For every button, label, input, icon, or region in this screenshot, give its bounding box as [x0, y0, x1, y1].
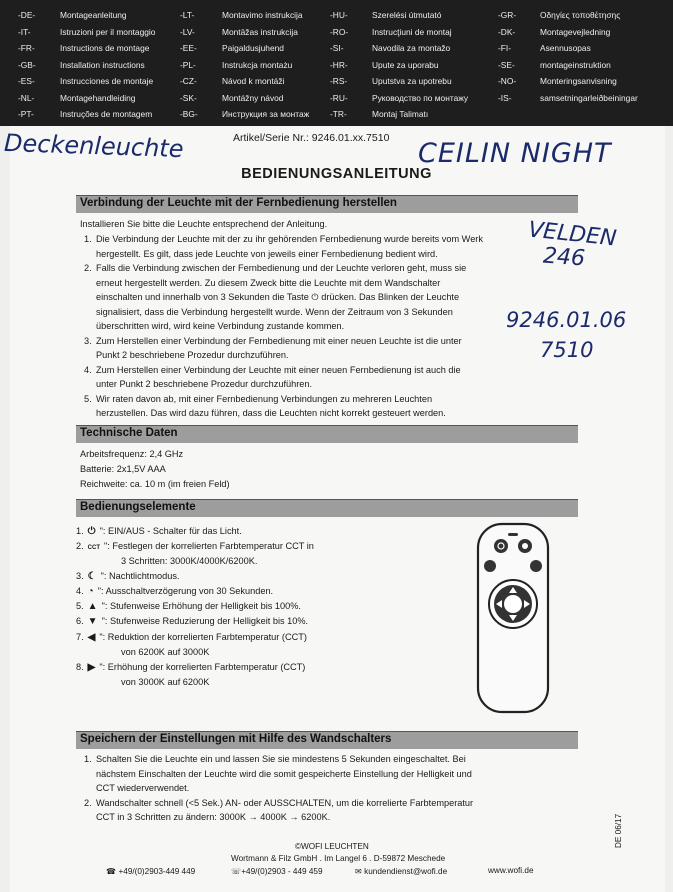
language-entry	[498, 27, 610, 37]
section-heading-controls: Bedienungselemente	[76, 499, 578, 517]
control-description: Nachtlichtmodus.	[109, 571, 180, 581]
language-entry	[180, 27, 298, 37]
control-description: Ausschaltverzögerung von 30 Sekunden.	[105, 586, 274, 596]
control-number: 3.	[76, 571, 84, 581]
control-description: EIN/AUS - Schalter für das Licht.	[107, 526, 242, 536]
language-entry	[18, 43, 149, 53]
language-label: Szerelési útmutató	[372, 10, 442, 20]
language-code: -RO-	[330, 26, 349, 37]
language-label: samsetningarleiðbeiningar	[540, 92, 638, 103]
language-code: -RU-	[330, 92, 348, 103]
language-code: -TR-	[330, 109, 347, 119]
connection-step-text: Zum Herstellen einer Verbindung der Fernbedienung mit einer neuen Leuchte ist die unter	[96, 335, 462, 346]
language-code: -GR-	[498, 10, 517, 20]
language-code: -GB-	[18, 59, 36, 70]
language-code: -HR-	[330, 59, 348, 70]
language-label: Upute za uporabu	[372, 59, 439, 70]
language-entry	[18, 27, 155, 37]
timer-icon: ◔	[87, 586, 94, 597]
article-number: Artikel/Serie Nr.: 9246.01.xx.7510	[233, 132, 390, 144]
language-code: -EE-	[180, 43, 197, 53]
spec-range: Reichweite: ca. 10 m (im freien Feld)	[80, 479, 230, 489]
footer-company: ©WOFI LEUCHTEN	[295, 842, 369, 851]
language-code: -NO-	[498, 76, 517, 86]
connection-step-text: Zum Herstellen einer Verbindung der Leuchte mit einer neuen Fernbedienung ist auch die	[96, 364, 461, 375]
control-number: 8.	[76, 662, 84, 672]
arrow-up-icon: ▲	[87, 601, 98, 612]
language-code: -LV-	[180, 26, 195, 37]
language-label: Montážny návod	[222, 92, 284, 103]
language-entry	[330, 93, 468, 103]
control-item: 3. ☾ ": Nachtlichtmodus.	[76, 569, 179, 585]
language-code: -DK-	[498, 26, 516, 37]
language-header	[0, 0, 673, 126]
connection-step-text: einschalten und innerhalb von 3 Sekunden die Taste ⏻ drücken. Das Blinken der Leuchte	[96, 292, 460, 302]
language-entry	[180, 76, 284, 86]
language-code: -CZ-	[180, 76, 197, 86]
language-label: Asennusopas	[540, 43, 591, 53]
language-code: -BG-	[180, 109, 198, 119]
language-entry	[330, 60, 439, 70]
language-entry	[18, 10, 127, 20]
language-entry	[330, 27, 452, 37]
language-label: Montageanleitung	[60, 10, 127, 20]
wall-switch-step-text: CCT wiederverwendet.	[96, 783, 190, 793]
control-item: 8. ▶ ": Erhöhung der korrelierten Farbtemperatur (CCT)	[76, 660, 305, 676]
section-heading-connection: Verbindung der Leuchte mit der Fernbedienung herstellen	[76, 195, 578, 213]
footer-phone: ☎ +49/(0)2903-449 449	[106, 867, 196, 876]
language-entry	[180, 109, 309, 119]
language-label: Montagehandleiding	[60, 92, 136, 103]
language-row	[0, 10, 673, 26]
control-description-cont: von 3000K auf 6200K	[121, 677, 210, 687]
language-entry	[498, 76, 617, 86]
language-label: Instrucciones de montaje	[60, 76, 154, 86]
language-label: Paigaldusjuhend	[222, 43, 284, 53]
language-entry	[498, 43, 591, 53]
language-code: -HU-	[330, 10, 348, 20]
arrow-left-icon: ◀	[87, 632, 96, 643]
language-code: -RS-	[330, 76, 348, 86]
wall-switch-step-number: 1.	[84, 754, 92, 764]
control-item: 5. ▲ ": Stufenweise Erhöhung der Helligkeit bis 100%.	[76, 599, 301, 615]
control-number: 4.	[76, 586, 84, 596]
handwritten-code: 9246.01.06	[506, 308, 627, 332]
language-label: Инструкция за монтаж	[222, 109, 310, 119]
connection-step-text: unter Punkt 2 beschriebene Prozedur durchzuführen.	[96, 379, 313, 389]
section-heading-wall-switch: Speichern der Einstellungen mit Hilfe des Wandschalters	[76, 731, 578, 749]
language-entry	[18, 76, 153, 86]
control-number: 2.	[76, 541, 84, 551]
control-description: Stufenweise Erhöhung der Helligkeit bis 100%.	[109, 601, 301, 611]
connection-step-number: 3.	[84, 335, 92, 346]
language-entry	[180, 10, 303, 20]
language-code: -IS-	[498, 92, 512, 103]
language-entry	[180, 93, 283, 103]
arrow-down-icon: ▼	[87, 616, 98, 627]
language-row	[0, 60, 673, 76]
language-label: Navodila za montažo	[372, 43, 451, 53]
language-label: Montāžas instrukcija	[222, 26, 298, 37]
language-label: Instructions de montage	[60, 43, 150, 53]
control-description: Erhöhung der korrelierten Farbtemperatur (CCT)	[107, 662, 306, 672]
handwritten-title-left: Deckenleuchte	[3, 128, 184, 164]
footer-version: DE 06/17	[614, 813, 623, 848]
control-item: 6. ▼ ": Stufenweise Reduzierung der Helligkeit bis 10%.	[76, 614, 308, 630]
wall-switch-step-number: 2.	[84, 797, 92, 808]
connection-step-number: 1.	[84, 234, 92, 244]
document-title: BEDIENUNGSANLEITUNG	[241, 166, 432, 182]
handwritten-model-number: 246	[542, 243, 586, 272]
language-label: Istruzioni per il montaggio	[60, 26, 156, 37]
connection-step-text: Falls die Verbindung zwischen der Fernbedienung und der Leuchte verloren geht, muss sie	[96, 263, 467, 273]
language-entry	[180, 60, 292, 70]
control-description-cont: 3 Schritten: 3000K/4000K/6200K.	[121, 556, 258, 566]
connection-step-number: 2.	[84, 263, 92, 273]
language-code: -FR-	[18, 43, 35, 53]
language-code: -SI-	[330, 43, 344, 53]
connection-step-text: hergestellt. Es gilt, dass jede Leuchte von jeweils einer Fernbedienung bedient wird.	[96, 248, 438, 259]
language-label: Instrucţiuni de montaj	[372, 26, 452, 37]
connection-step-text: Punkt 2 beschriebene Prozedur durchzuführen.	[96, 350, 289, 360]
connection-step-number: 4.	[84, 364, 92, 375]
language-label: Návod k montáži	[222, 76, 285, 86]
connection-step-text: Die Verbindung der Leuchte mit der zu ihr gehörenden Fernbedienung wurde bereits vom Werk	[96, 234, 483, 244]
footer-email: ✉ kundendienst@wofi.de	[355, 867, 448, 876]
control-number: 5.	[76, 601, 84, 611]
power-icon: ⏻	[87, 526, 96, 537]
control-number: 1.	[76, 526, 84, 536]
language-code: -IT-	[18, 26, 31, 37]
language-entry	[180, 43, 284, 53]
language-entry	[330, 76, 452, 86]
language-entry	[498, 109, 540, 119]
footer-fax: ☏+49/(0)2903 - 449 459	[231, 867, 323, 876]
language-code: -NL-	[18, 92, 35, 103]
language-code: -PT-	[18, 109, 34, 119]
language-code: -DE-	[18, 10, 36, 20]
handwritten-title-right: CEILIN NIGHT	[418, 138, 612, 169]
language-label: Montagevejledning	[540, 26, 611, 37]
language-label: Montavimo instrukcija	[222, 10, 303, 20]
spec-frequency: Arbeitsfrequenz: 2,4 GHz	[80, 449, 184, 459]
control-item: 4. ◔ ": Ausschaltverzögerung von 30 Sekunden.	[76, 584, 273, 600]
spec-battery: Batterie: 2x1,5V AAA	[80, 464, 166, 474]
fax-icon: ☏	[231, 867, 242, 876]
footer-website: www.wofi.de	[488, 866, 534, 875]
language-entry	[18, 93, 135, 103]
remote-control-illustration	[468, 520, 558, 716]
language-label: Οδηγίες τοποθέτησης	[540, 10, 621, 20]
control-description: Reduktion der korrelierten Farbtemperatur (CCT)	[107, 632, 307, 642]
language-label: Monteringsanvisning	[540, 76, 617, 86]
control-description-cont: von 6200K auf 3000K	[121, 647, 210, 657]
language-entry	[330, 109, 428, 119]
language-row	[0, 43, 673, 59]
language-code: -SE-	[498, 59, 515, 70]
connection-step-text: überschritten wird, wird keine Verbindung zustande kommen.	[96, 321, 345, 331]
language-label: Instrukcja montażu	[222, 59, 293, 70]
remote-power-icon	[494, 539, 508, 553]
connection-step-text: signalisiert, dass die Verbindung hergestellt wurde. Wenn der Zeitraum von 3 Sekunden	[96, 306, 453, 317]
moon-icon: ☾	[87, 571, 97, 582]
phone-icon: ☎	[106, 867, 117, 876]
control-number: 6.	[76, 616, 84, 626]
language-row	[0, 27, 673, 43]
handwritten-code-suffix: 7510	[540, 338, 594, 362]
language-label: Installation instructions	[60, 59, 145, 70]
connection-step-text: Wir raten davon ab, mit einer Fernbedienung Verbindungen zu mehreren Leuchten	[96, 393, 433, 404]
language-label: Montaj Talimatı	[372, 109, 429, 119]
handwritten-model-name: VELDEN	[526, 217, 618, 252]
language-code: -ES-	[18, 76, 35, 86]
language-entry	[498, 10, 620, 20]
footer-address: Wortmann & Filz GmbH . Im Langel 6 . D-59872 Meschede	[231, 854, 446, 863]
arrow-right-icon: ▶	[87, 662, 96, 673]
language-entry	[498, 93, 638, 103]
language-label: Instruções de montagem	[60, 109, 153, 119]
control-description: Stufenweise Reduzierung der Helligkeit bis 10%.	[109, 616, 309, 626]
language-entry	[18, 109, 152, 119]
control-item: 7. ◀ ": Reduktion der korrelierten Farbtemperatur (CCT)	[76, 630, 307, 646]
language-entry	[18, 60, 145, 70]
language-label: Руководство по монтажу	[372, 92, 469, 103]
language-entry	[498, 60, 611, 70]
language-code: -PL-	[180, 59, 196, 70]
wall-switch-step-text: CCT in 3 Schritten zu ändern: 3000K → 4000K → 6200K.	[96, 812, 331, 822]
control-number: 7.	[76, 632, 84, 642]
language-row	[0, 109, 673, 125]
control-item: 2. CCT ": Festlegen der korrelierten Farbtemperatur CCT in	[76, 539, 314, 556]
remote-timer-icon	[530, 560, 542, 572]
control-description: Festlegen der korrelierten Farbtemperatur CCT in	[112, 541, 314, 551]
language-entry	[330, 10, 441, 20]
language-entry	[330, 43, 450, 53]
language-row	[0, 93, 673, 109]
connection-step-number: 5.	[84, 393, 92, 404]
language-label: Uputstva za upotrebu	[372, 76, 452, 86]
connection-step-text: erneut hergestellt werden. Zu diesem Zweck bitte die Leuchte mit dem Wandschalter	[96, 277, 441, 288]
section-heading-technical-data: Technische Daten	[76, 425, 578, 443]
connection-step-text: herzustellen. Das wird dazu führen, dass die Leuchten nicht korrekt gesteuert werden.	[96, 408, 446, 418]
mail-icon: ✉	[355, 867, 362, 876]
language-code: -LT-	[180, 10, 195, 20]
wall-switch-step-text: nächstem Einschalten der Leuchte wird die somit gespeicherte Einstellung der Helligkeit und	[96, 768, 472, 779]
cct-icon: CCT	[87, 545, 101, 551]
language-code: -FI-	[498, 43, 512, 53]
connection-intro: Installieren Sie bitte die Leuchte entsprechend der Anleitung.	[80, 219, 328, 229]
language-label: montageinstruktion	[540, 59, 611, 70]
wall-switch-step-text: Schalten Sie die Leuchte ein und lassen Sie sie mindestens 5 Sekunden eingeschaltet. Bei	[96, 754, 466, 764]
control-item: 1. ⏻ ": EIN/AUS - Schalter für das Licht.	[76, 524, 242, 540]
wall-switch-step-text: Wandschalter schnell (<5 Sek.) AN- oder AUSSCHALTEN, um die korrelierte Farbtemperatur	[96, 797, 474, 808]
remote-night-icon	[484, 560, 496, 572]
language-code: -SK-	[180, 92, 197, 103]
language-row	[0, 76, 673, 92]
